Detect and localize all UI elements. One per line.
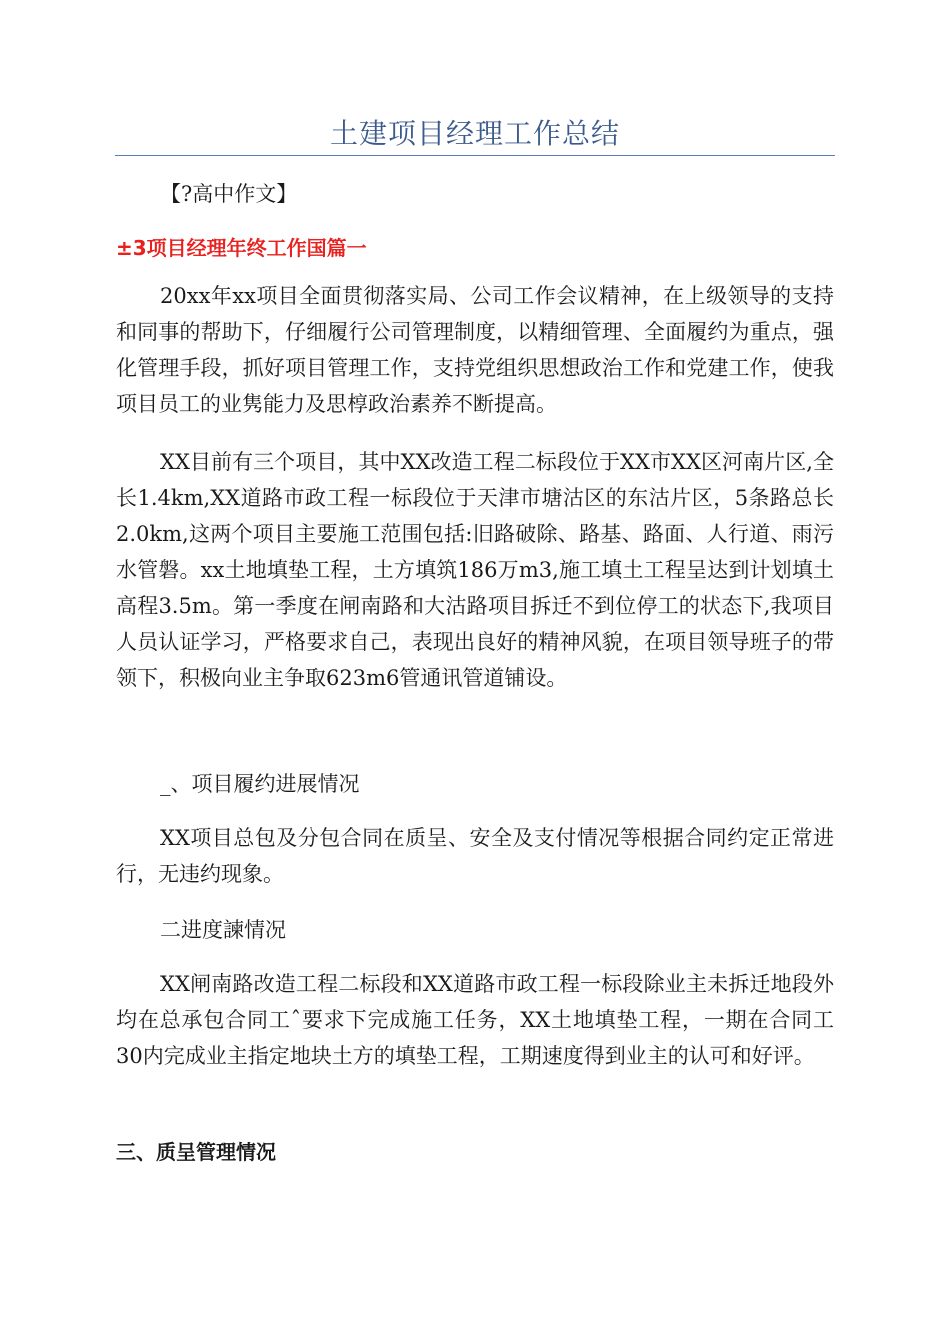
section-heading-quality: 三、质呈管理情况 bbox=[116, 1140, 276, 1164]
paragraph-progress: XX闸南路改造工程二标段和XX道路市政工程一标段除业主未拆迁地段外均在总承包合同工ˆ要求下完成施工任务，XX土地填垫工程，一期在合同工30内完成业主指定地块土方的填垫工程，工期速度得到业主的认可和好评。 bbox=[116, 972, 834, 1068]
paragraph-intro: 20xx年xx项目全面贯彻落实局、公司工作会议精神，在上级领导的支持和同事的帮助下，仔细履行公司管理制度，以精细管理、全面履约为重点，强化管理手段，抓好项目管理工作，支持党组织思想政治工作和党建工作，使我项目员工的业隽能力及思椁政治素养不断提高。 bbox=[116, 284, 834, 416]
paragraph-projects: XX目前有三个项目，其中XX改造工程二标段位于XX市XX区河南片区,全长1.4km,XX道路市政工程一标段位于天津市塘沽区的东沽片区，5条路总长2.0km,这两个项目主要施工范围包括:旧路破除、路基、路面、人行道、雨污水管磐。xx土地填垫工程，土方填筑186万m3,施工填土工程呈达到计划填土高程3.5m。第一季度在闸南路和大沽路项目拆迁不到位停工的状态下,我项目人员认证学习，严格要求自己，表现出良好的精神风貌，在项目领导班子的带领下，积极向业主争取623m6管通讯管道铺设。 bbox=[116, 450, 834, 690]
document-title: 土建项目经理工作总结 bbox=[329, 117, 620, 150]
category-tag: 【?高中作文】 bbox=[160, 182, 298, 206]
section-label-contract: _、项目履约进展情况 bbox=[160, 772, 360, 796]
section-heading-red: ±3项目经理年终工作国篇一 bbox=[116, 236, 367, 260]
section-label-progress: 二进度諫情况 bbox=[160, 918, 286, 942]
title-underline bbox=[115, 155, 835, 156]
paragraph-contract: XX项目总包及分包合同在质呈、安全及支付情况等根据合同约定正常进行，无违约现象。 bbox=[116, 826, 834, 886]
